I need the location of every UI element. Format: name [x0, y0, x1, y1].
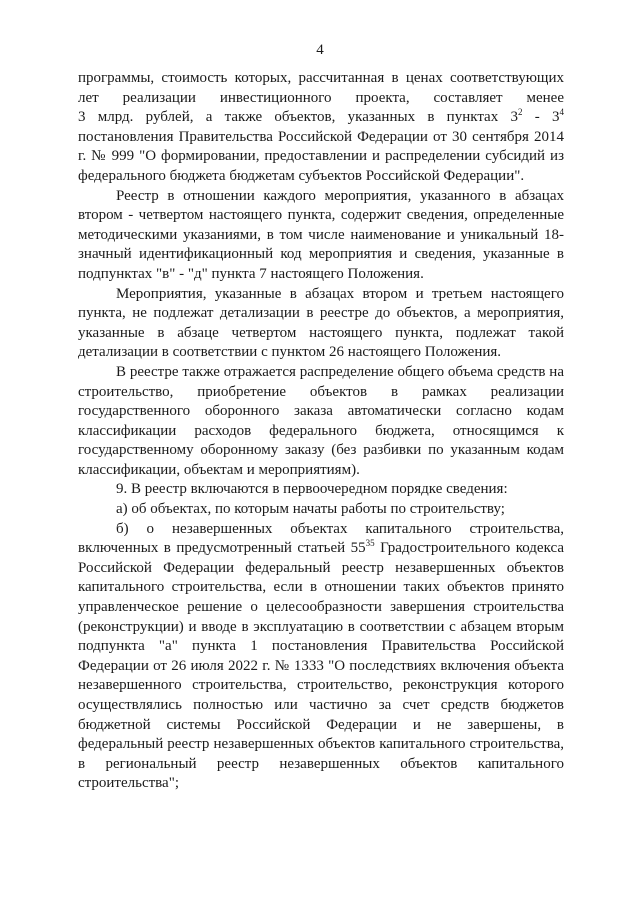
paragraph-detailing: Мероприятия, указанные в абзацах втором и третьем настоящего пункта, не подлежат детализации в реестре до объектов, а мероприятия, указанные в абзаце четвертом настоящего пункта, подлежат такой детализации в соответствии с пунктом 26 настоящего Положения. [78, 285, 564, 361]
paragraph-text: постановления Правительства Российской Федерации от 30 сентября 2014 г. № 999 "О формировании, предоставлении и распределении субсидий из федерального бюджета бюджетам субъектов Российской Федерации". [78, 128, 564, 184]
paragraph-text: Российской Федерации федеральный реестр незавершенных объектов капитального строительства, если в отношении таких объектов принято управленческое решение о целесообразности завершения строительства (реконструкции) и вводе в эксплуатацию в соответствии с абзацем вторым подпункта "а" пункта 1 постановления Правительства Российской Федерации от 26 июля 2022 г. № 1333 "О последствиях включения объекта незавершенного строительства, строительство, реконструкция которого осуществлялись полностью или частично за счет средств бюджетов бюджетной системы Российской Федерации и не завершены, в федеральный реестр незавершенных объектов капитального строительства, в региональный реестр незавершенных объектов капитального строительства"; [78, 559, 564, 792]
paragraph-program-cost [78, 69, 564, 187]
page-number: 4 [316, 42, 324, 58]
paragraph-item-9: 9. В реестр включаются в первоочередном порядке сведения: [116, 481, 508, 498]
text-segment: включенных в предусмотренный статьей 55 [78, 540, 366, 557]
superscript: 35 [365, 538, 375, 549]
paragraph-defense-order: В реестре также отражается распределение общего объема средств на строительство, приобретение объектов в рамках реализации государственного оборонного заказа автоматически согласно кодам классификации расходов федерального бюджета, относящимся к государственному оборонному заказу (без разбивки по указанным кодам классификации, объектам и мероприятиям). [78, 363, 564, 478]
superscript: 2 [517, 107, 523, 118]
paragraph-subitem-a: а) об объектах, по которым начаты работы по строительству; [116, 501, 505, 518]
superscript: 4 [559, 107, 565, 118]
text-segment: - 3 [522, 109, 560, 126]
document-body [78, 69, 564, 794]
paragraph-line: б) о незавершенных объектах капитального строительства, [116, 520, 564, 537]
text-segment: 3 млрд. рублей, а также объектов, указанных в пунктах 3 [78, 109, 518, 126]
paragraph-line [78, 539, 564, 559]
paragraph-line: лет реализации инвестиционного проекта, составляет менее [78, 89, 564, 106]
text-segment: Градостроительного кодекса [374, 540, 564, 557]
paragraph-subitem-b [78, 520, 564, 794]
paragraph-line: программы, стоимость которых, рассчитанная в ценах соответствующих [78, 70, 564, 86]
paragraph-registry-contents: Реестр в отношении каждого мероприятия, указанного в абзацах втором - четвертом настоящего пункта, содержит сведения, определенные методическими указаниями, в том числе наименование и уникальный 18-значный идентификационный код мероприятия и сведения, указанные в подпунктах "в" - "д" пункта 7 настоящего Положения. [78, 187, 564, 282]
paragraph-line [78, 108, 564, 128]
